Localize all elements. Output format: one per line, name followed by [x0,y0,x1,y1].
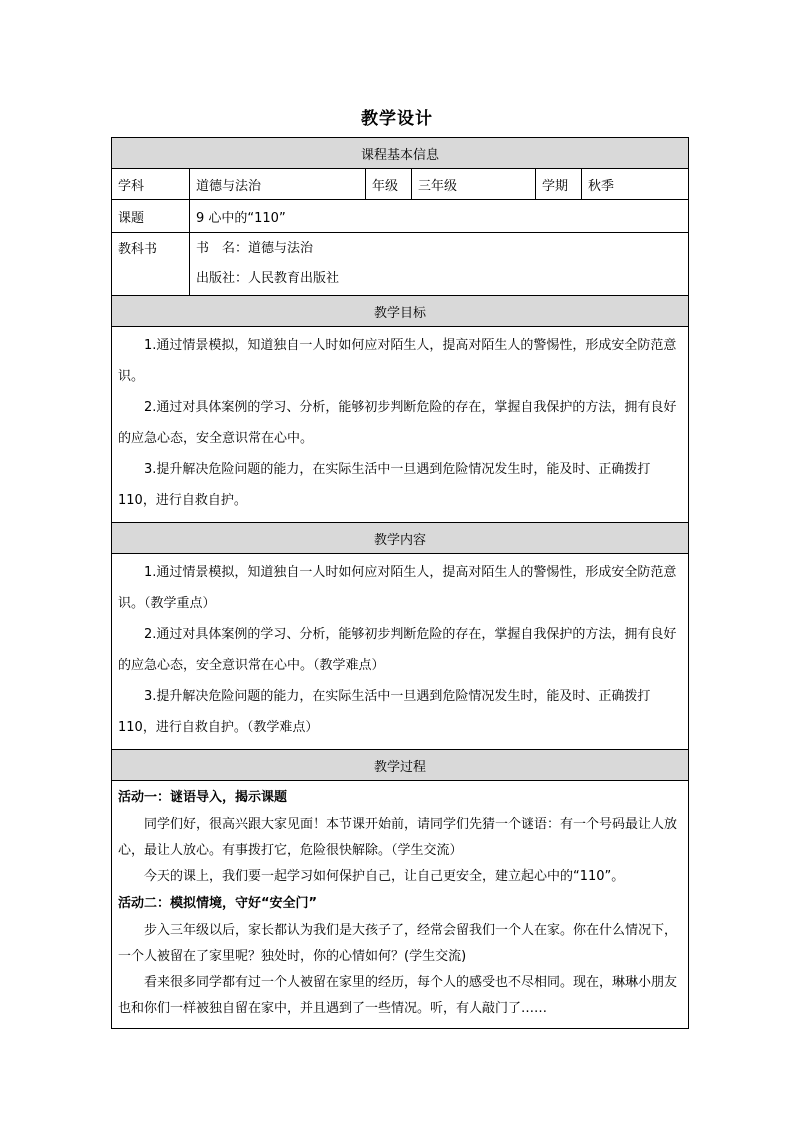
content-item: 2.通过对具体案例的学习、分析，能够初步判断危险的存在，掌握自我保护的方法，拥有良好的应急心态，安全意识常在心中。（教学难点） [118,627,677,673]
activity-1-paragraph: 同学们好，很高兴跟大家见面！本节课开始前，请同学们先猜一个谜语：有一个号码最让人放心，最让人放心。有事拨打它，危险很快解除。（学生交流） [118,817,678,858]
section-basic-info: 课程基本信息 [112,138,689,169]
activity-1-title: 活动一：谜语导入，揭示课题 [118,790,288,805]
book-name: 书 名：道德与法治 [196,241,314,256]
textbook-details [190,233,689,296]
process-block [112,781,689,1029]
content-block [112,554,689,750]
objectives-row [112,327,689,523]
activity-1-paragraph: 今天的课上，我们要一起学习如何保护自己，让自己更安全，建立起心中的“110”。 [144,869,625,884]
objective-item: 2.通过对具体案例的学习、分析，能够初步判断危险的存在，掌握自我保护的方法，拥有良好的应急心态，安全意识常在心中。 [118,400,677,446]
textbook-label: 教科书 [112,233,190,296]
process-row [112,781,689,1029]
activity-2-paragraph: 看来很多同学都有过一个人被留在家里的经历，每个人的感受也不尽相同。现在，琳琳小朋友也和你们一样被独自留在家中，并且遇到了一些情况。听，有人敲门了…… [118,975,678,1016]
publisher: 出版社：人民教育出版社 [196,271,340,286]
activity-2-paragraph: 步入三年级以后，家长都认为我们是大孩子了，经常会留我们一个人在家。你在什么情况下，一个人被留在了家里呢？独处时，你的心情如何？(学生交流) [118,923,678,964]
objectives-block [112,327,689,523]
section-process: 教学过程 [112,750,689,781]
topic-row [112,200,689,233]
info-row [112,169,689,200]
topic-value: 9 心中的“110” [190,200,689,233]
textbook-row [112,233,689,296]
grade-value: 三年级 [412,169,536,200]
subject-label: 学科 [112,169,190,200]
document-title: 教学设计 [361,109,433,129]
objective-item: 1.通过情景模拟，知道独自一人时如何应对陌生人，提高对陌生人的警惕性，形成安全防范意识。 [118,338,677,384]
objective-item: 3.提升解决危险问题的能力，在实际生活中一旦遇到危险情况发生时，能及时、正确拨打 110，进行自救自护。 [118,462,651,508]
topic-label: 课题 [112,200,190,233]
term-value: 秋季 [582,169,689,200]
lesson-plan-table [111,137,689,1029]
subject-value: 道德与法治 [190,169,366,200]
content-item: 3.提升解决危险问题的能力，在实际生活中一旦遇到危险情况发生时，能及时、正确拨打 110，进行自救自护。（教学难点） [118,689,651,735]
section-objectives: 教学目标 [112,296,689,327]
content-item: 1.通过情景模拟，知道独自一人时如何应对陌生人，提高对陌生人的警惕性，形成安全防范意识。（教学重点） [118,565,677,611]
content-row [112,554,689,750]
grade-label: 年级 [366,169,412,200]
term-label: 学期 [536,169,582,200]
activity-2-title: 活动二：模拟情境，守好“安全门” [118,896,318,911]
section-content: 教学内容 [112,523,689,554]
